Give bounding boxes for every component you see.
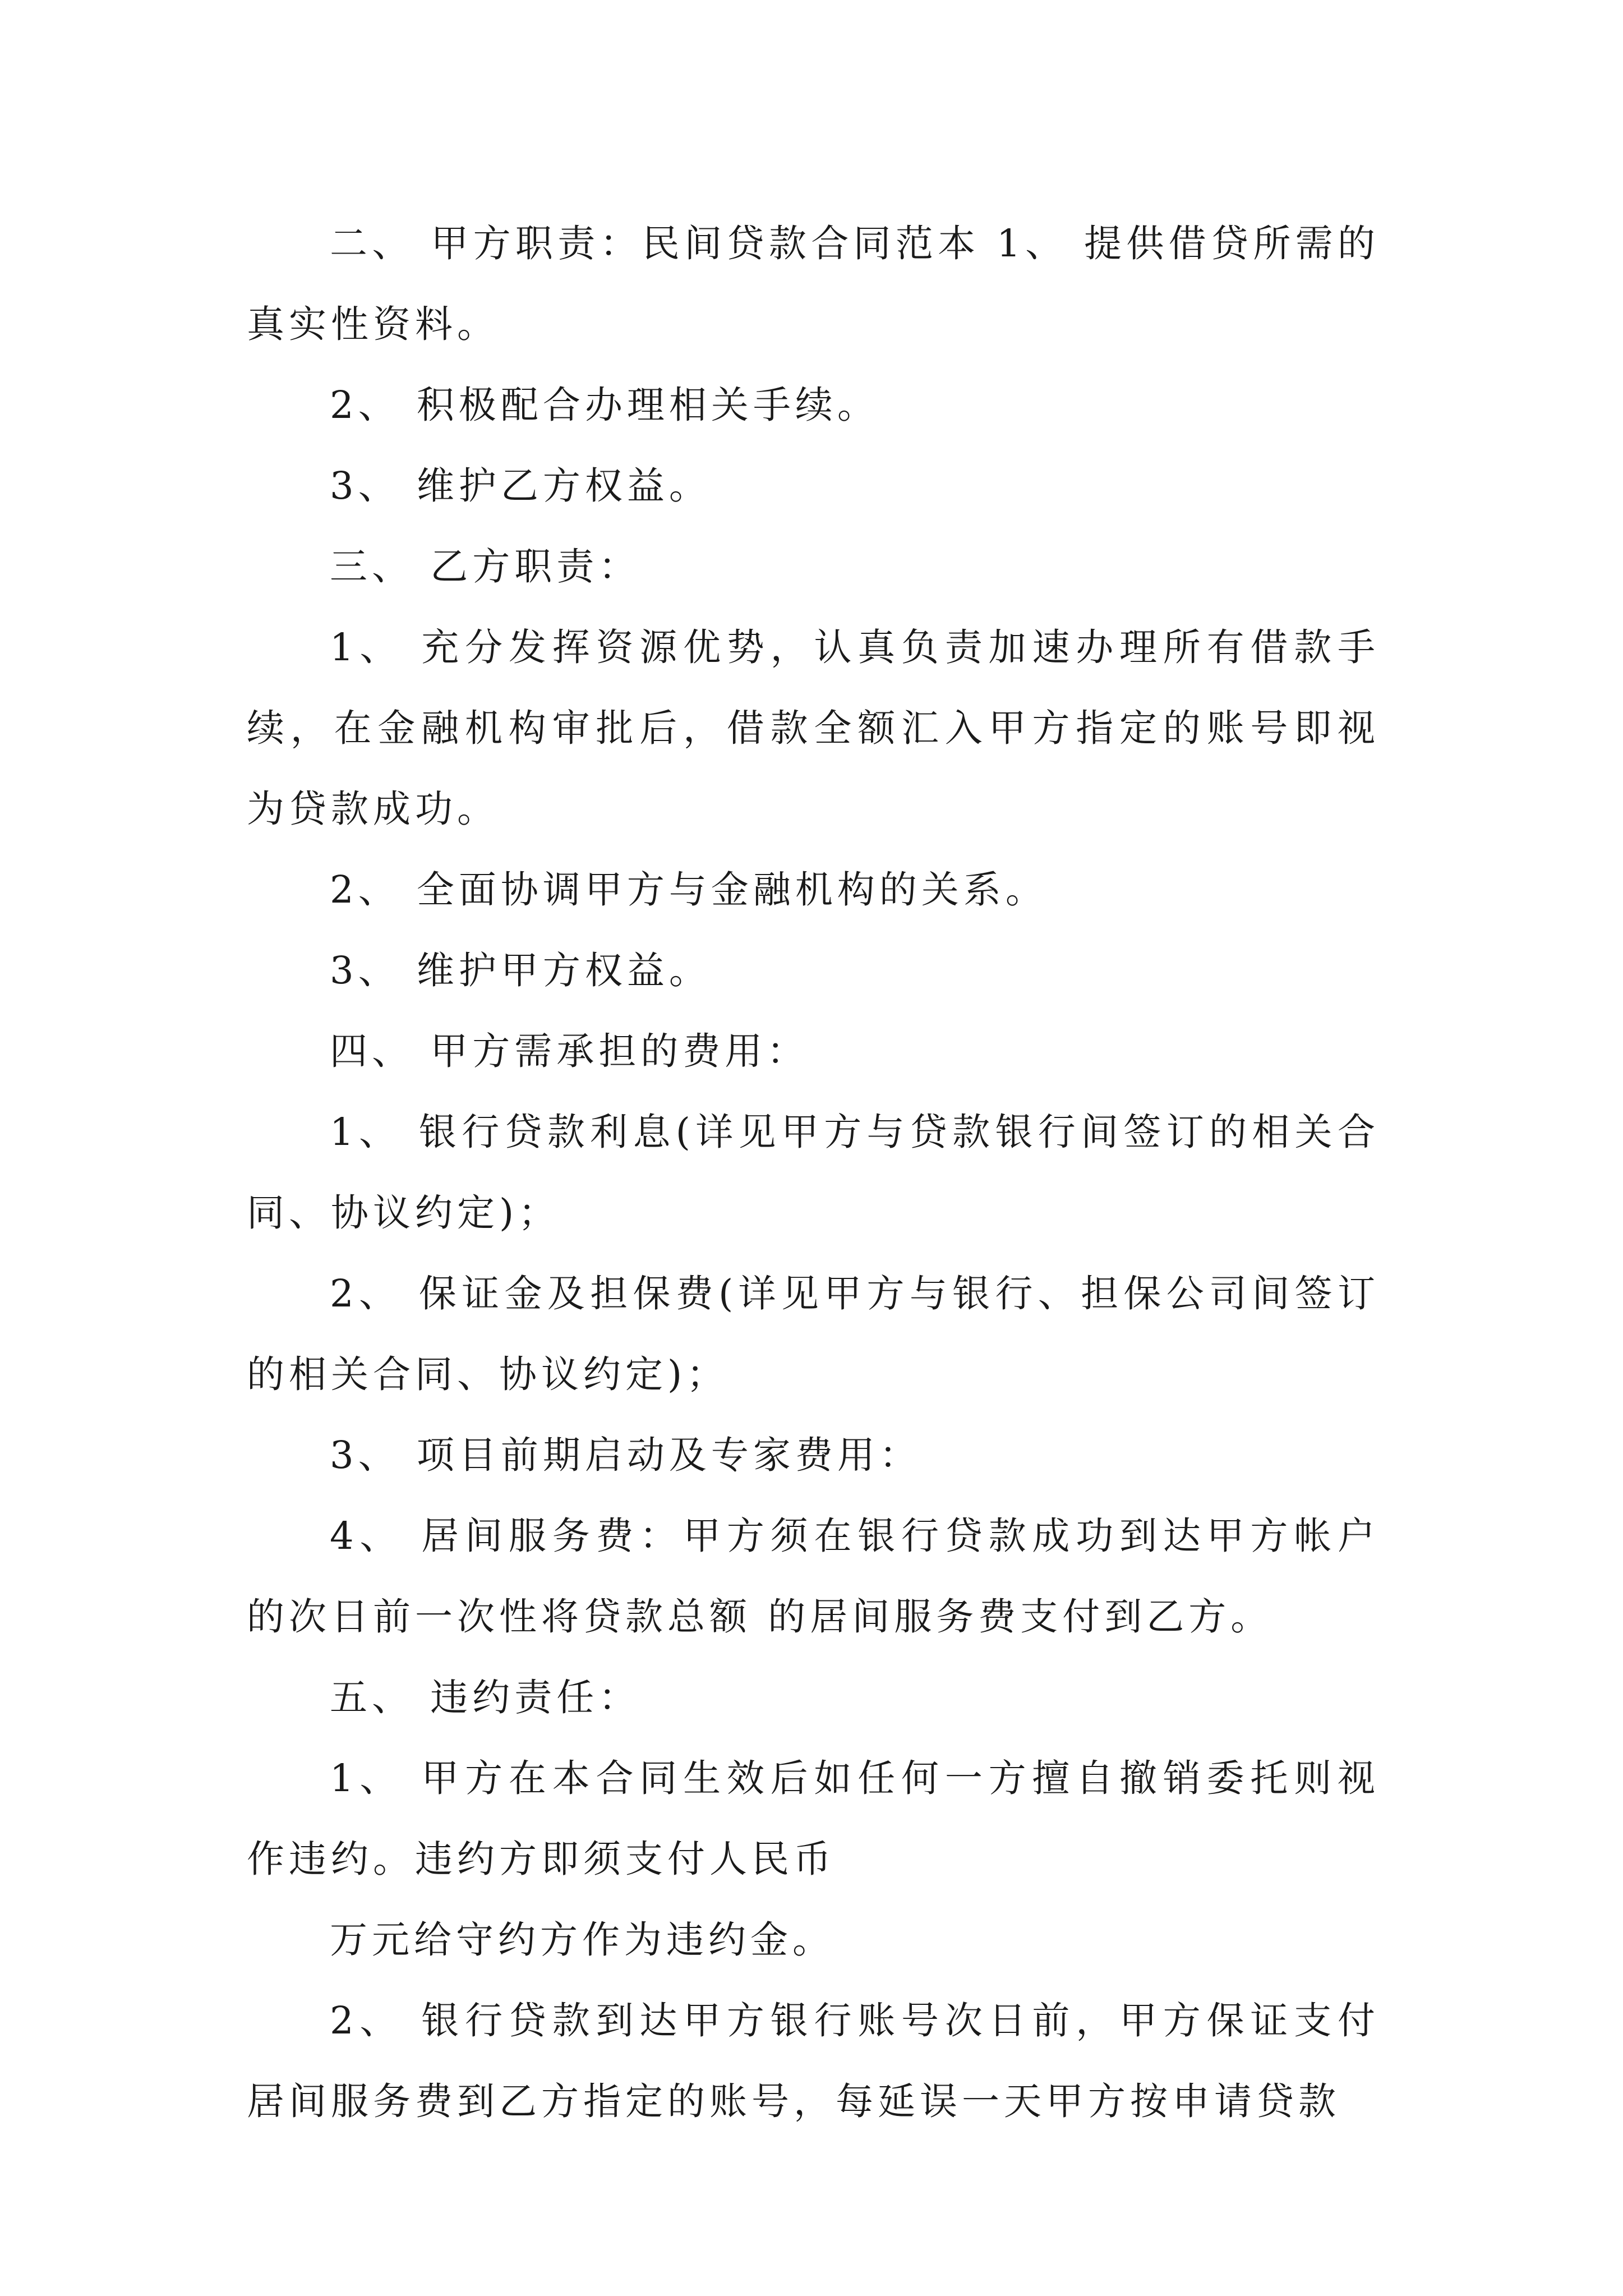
document-body	[247, 203, 1380, 2142]
paragraph-breach-item-1: 1、 甲方在本合同生效后如任何一方擅自撤销委托则视作违约。违约方即须支付人民币	[247, 1756, 1380, 1881]
paragraph-party-a-item-2: 2、 积极配合办理相关手续。	[330, 383, 879, 427]
paragraph-breach-item-1-continued: 万元给守约方作为违约金。	[330, 1918, 834, 1962]
paragraph-party-b-item-1: 1、 充分发挥资源优势，认真负责加速办理所有借款手续，在金融机构审批后，借款全额汇入甲方指定的账号即视为贷款成功。	[247, 625, 1380, 831]
section-heading-party-b-duties: 三、 乙方职责：	[330, 545, 641, 588]
section-heading-fees: 四、 甲方需承担的费用：	[330, 1029, 809, 1073]
paragraph-party-a-item-3: 3、 维护乙方权益。	[330, 464, 711, 508]
paragraph-fees-item-1: 1、 银行贷款利息(详见甲方与贷款银行间签订的相关合同、协议约定)；	[247, 1110, 1380, 1235]
section-heading-breach: 五、 违约责任：	[330, 1676, 641, 1719]
paragraph-party-a-duties: 二、 甲方职责：民间贷款合同范本 1、 提供借贷所需的真实性资料。	[247, 222, 1380, 346]
paragraph-fees-item-3: 3、 项目前期启动及专家费用：	[330, 1433, 921, 1477]
paragraph-party-b-item-2: 2、 全面协调甲方与金融机构的关系。	[330, 868, 1048, 912]
paragraph-fees-item-4: 4、 居间服务费：甲方须在银行贷款成功到达甲方帐户的次日前一次性将贷款总额 的居间服务费支付到乙方。	[247, 1514, 1380, 1639]
paragraph-party-b-item-3: 3、 维护甲方权益。	[330, 949, 711, 992]
paragraph-fees-item-2: 2、 保证金及担保费(详见甲方与银行、担保公司间签订的相关合同、协议约定)；	[247, 1272, 1380, 1396]
paragraph-breach-item-2: 2、 银行贷款到达甲方银行账号次日前，甲方保证支付居间服务费到乙方指定的账号，每延误一天甲方按申请贷款	[247, 1999, 1380, 2123]
